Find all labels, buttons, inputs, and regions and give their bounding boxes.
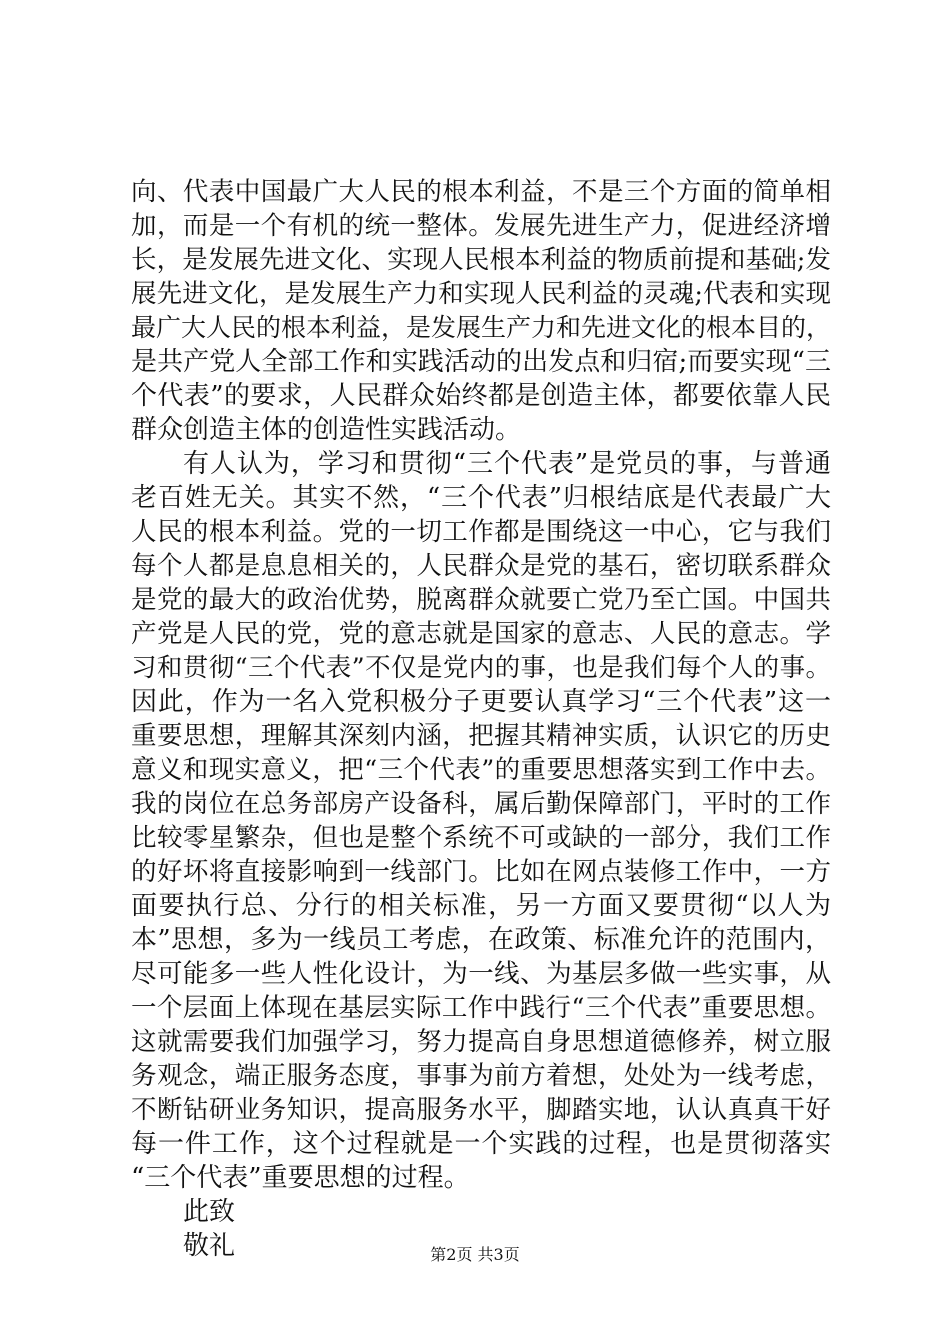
text-line: 习和贯彻“三个代表”不仅是党内的事，也是我们每个人的事。 — [131, 653, 831, 683]
text-line: 务观念，端正服务态度，事事为前方着想，处处为一线考虑， — [131, 1061, 831, 1091]
text-line: 尽可能多一些人性化设计，为一线、为基层多做一些实事，从 — [131, 959, 831, 989]
page-number: 第2页 共3页 — [430, 1245, 520, 1264]
text-line: 面要执行总、分行的相关标准，另一方面又要贯彻“以人为 — [131, 891, 831, 921]
text-line: 一个层面上体现在基层实际工作中践行“三个代表”重要思想。 — [131, 993, 831, 1023]
text-line: 向、代表中国最广大人民的根本利益，不是三个方面的简单相 — [131, 177, 831, 207]
text-line: 是党的最大的政治优势，脱离群众就要亡党乃至亡国。中国共 — [131, 585, 831, 615]
text-line: 我的岗位在总务部房产设备科，属后勤保障部门，平时的工作 — [131, 789, 831, 819]
text-line: 重要思想，理解其深刻内涵，把握其精神实质，认识它的历史 — [131, 721, 831, 751]
text-line: 是共产党人全部工作和实践活动的出发点和归宿;而要实现“三 — [131, 347, 831, 377]
text-line: 老百姓无关。其实不然，“三个代表”归根结底是代表最广大 — [131, 483, 831, 513]
document-body — [131, 175, 831, 1263]
text-line: 个代表”的要求，人民群众始终都是创造主体，都要依靠人民 — [131, 381, 831, 411]
text-line: 每一件工作，这个过程就是一个实践的过程，也是贯彻落实 — [131, 1129, 831, 1159]
text-line: 本”思想，多为一线员工考虑，在政策、标准允许的范围内， — [131, 925, 831, 955]
text-line: 群众创造主体的创造性实践活动。 — [131, 415, 522, 445]
text-line: 最广大人民的根本利益，是发展生产力和先进文化的根本目的， — [131, 313, 832, 342]
text-line: 产党是人民的党，党的意志就是国家的意志、人民的意志。学 — [131, 619, 831, 649]
text-line: 不断钻研业务知识，提高服务水平，脚踏实地，认认真真干好 — [131, 1095, 831, 1125]
text-line: 这就需要我们加强学习，努力提高自身思想道德修养，树立服 — [131, 1027, 831, 1057]
text-line: 因此，作为一名入党积极分子更要认真学习“三个代表”这一 — [131, 687, 831, 717]
text-line: 每个人都是息息相关的，人民群众是党的基石，密切联系群众 — [131, 551, 831, 581]
text-line: 有人认为，学习和贯彻“三个代表”是党员的事，与普通 — [183, 449, 831, 479]
text-line: 比较零星繁杂，但也是整个系统不可或缺的一部分，我们工作 — [131, 823, 831, 853]
text-line: 展先进文化，是发展生产力和实现人民利益的灵魂;代表和实现 — [131, 279, 831, 309]
text-line: “三个代表”重要思想的过程。 — [131, 1163, 470, 1193]
text-line: 长，是发展先进文化、实现人民根本利益的物质前提和基础;发 — [131, 245, 831, 275]
text-line: 意义和现实意义，把“三个代表”的重要思想落实到工作中去。 — [131, 755, 831, 785]
text-line: 敬礼 — [183, 1231, 236, 1261]
text-line: 此致 — [183, 1197, 236, 1227]
text-line: 加，而是一个有机的统一整体。发展先进生产力，促进经济增 — [131, 211, 831, 241]
text-line: 人民的根本利益。党的一切工作都是围绕这一中心，它与我们 — [131, 517, 831, 547]
text-line: 的好坏将直接影响到一线部门。比如在网点装修工作中，一方 — [131, 857, 831, 887]
